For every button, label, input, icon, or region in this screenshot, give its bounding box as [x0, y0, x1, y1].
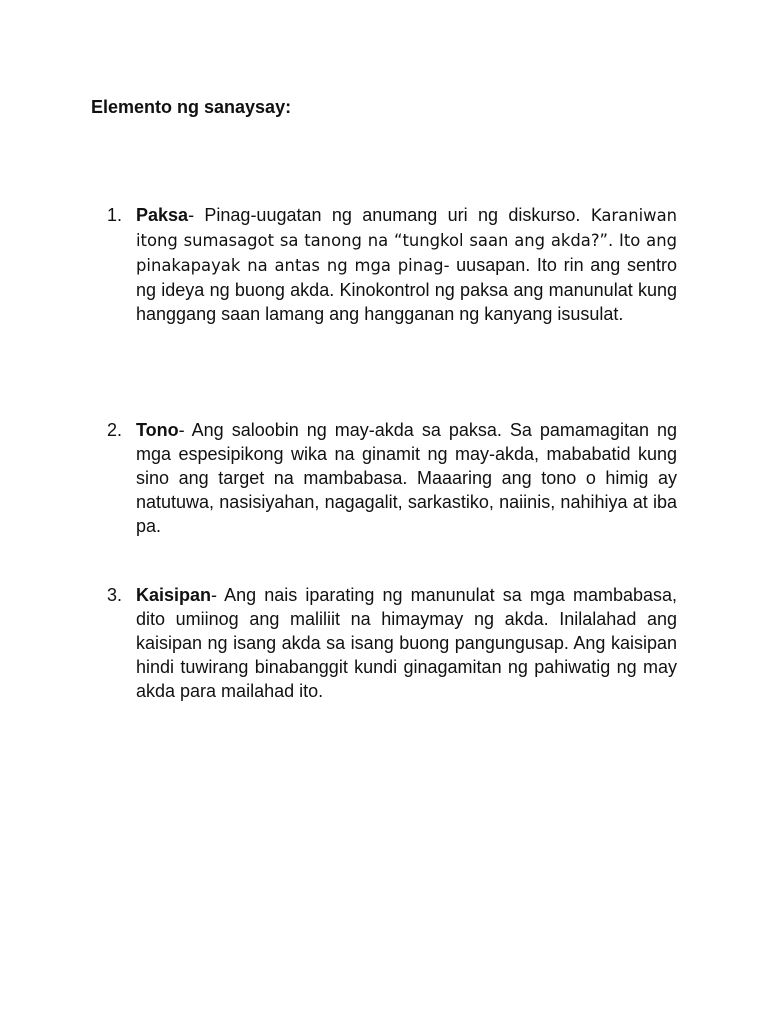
- definition-text: - Ang saloobin ng may-akda sa paksa. Sa pamamagitan ng mga espesipikong wika na ginamit ng may-akda, mababatid kung sino ang target na mambabasa. Maaaring ang tono o himig ay natutuwa, nasisiyahan, nagagalit, sarkastiko, naiinis, nahihiya at iba pa.: [136, 420, 677, 536]
- term-label: Kaisipan: [136, 585, 212, 605]
- list-item-body: [136, 418, 677, 538]
- definition-text: Karaniwan itong sumasagot sa tanong na “tungkol saan ang akda?”. Ito ang pinakapayak na antas ng mga pinag-: [136, 206, 677, 275]
- term-label: Paksa: [136, 205, 189, 225]
- list-number: 1.: [107, 205, 123, 225]
- list-number: 2.: [107, 420, 123, 440]
- list-item-body: [136, 203, 677, 326]
- list-number: 3.: [107, 585, 123, 605]
- list-item-body: [136, 583, 677, 703]
- term-label: Tono: [136, 420, 179, 440]
- list-item-kaisipan: [107, 583, 677, 703]
- list-item-tono: [107, 418, 677, 538]
- page-title: Elemento ng sanaysay:: [91, 97, 292, 117]
- list-item-paksa: [107, 203, 677, 326]
- definition-text: - Pinag-uugatan ng anumang uri ng diskurso.: [188, 205, 581, 225]
- definition-text: - Ang nais iparating ng manunulat sa mga mambabasa, dito umiinog ang maliliit na himaymay ng akda. Inilalahad ang kaisipan ng isang akda sa isang buong pangungusap. Ang kaisipan hindi tuwirang binabanggit kundi ginagamitan ng pahiwatig ng may akda para mailahad ito.: [136, 585, 677, 701]
- definition-text: uusapan. Ito rin ang sentro ng ideya ng buong akda. Kinokontrol ng paksa ang manunulat kung hanggang saan lamang ang hangganan ng kanyang isusulat.: [136, 255, 677, 324]
